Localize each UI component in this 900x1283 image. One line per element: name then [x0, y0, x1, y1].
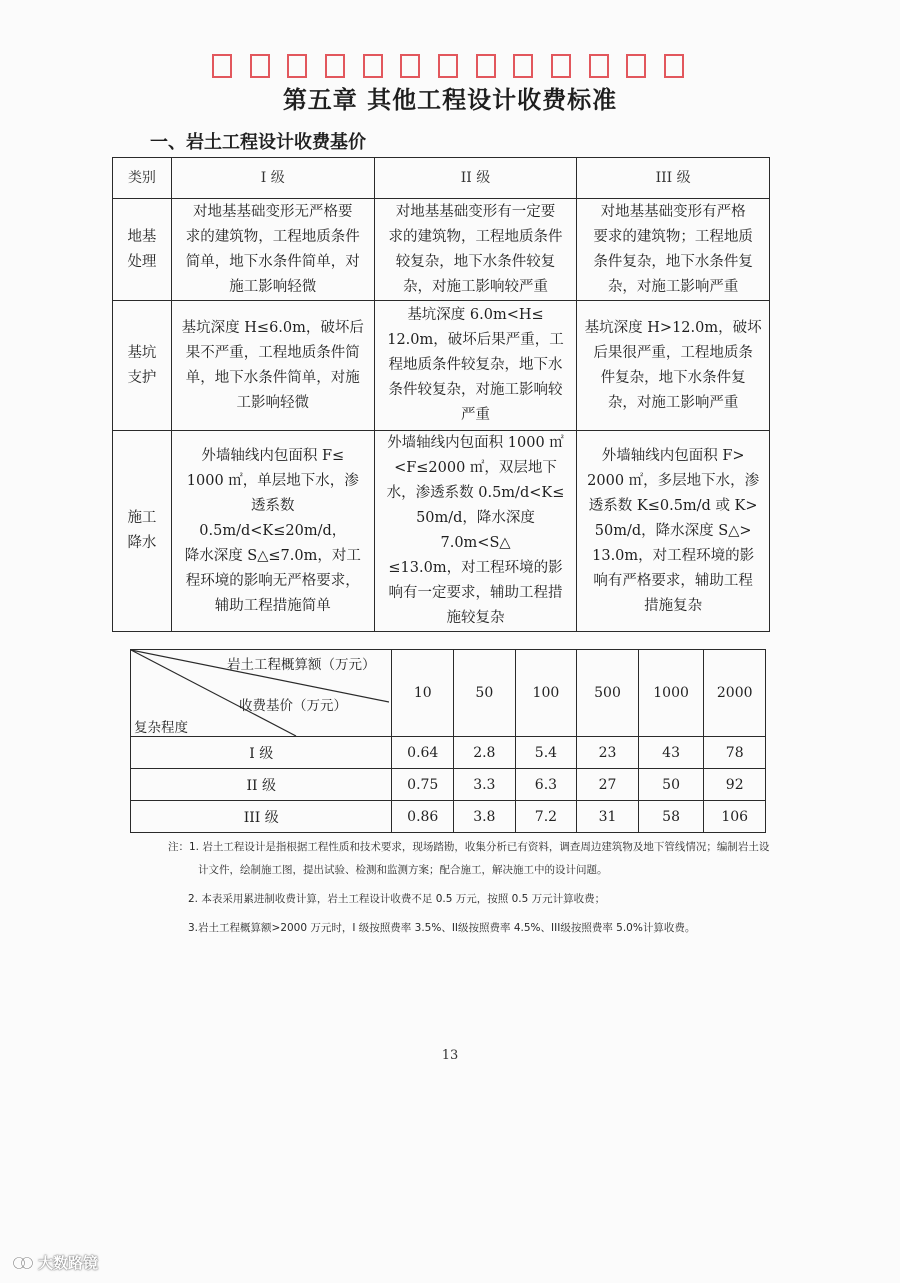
classification-header-row [113, 158, 770, 199]
grade1-cell: 外墙轴线内包面积 F≤ 1000 ㎡，单层地下水，渗 透系数 0.5m/d<K≤20m/d， 降水深度 S△≤7.0m，对工 程环境的影响无严格要求， 辅助工程措施简单 [171, 431, 374, 632]
grade2-cell: 基坑深度 6.0m<H≤ 12.0m，破坏后果严重，工 程地质条件较复杂，地下水 条件较复杂，对施工影响较 严重 [374, 301, 577, 431]
header-box [438, 54, 458, 78]
header-box [664, 54, 684, 78]
amount-cell: 100 [515, 650, 577, 737]
grade3-cell: 外墙轴线内包面积 F> 2000 ㎡，多层地下水，渗 透系数 K≤0.5m/d 或 K> 50m/d，降水深度 S△> 13.0m，对工程环境的影 响有严格要求，辅助工程 措施复杂 [577, 431, 770, 632]
diagonal-header-cell [131, 650, 392, 737]
header-box [626, 54, 646, 78]
fee-row-grade-1 [131, 737, 766, 769]
header-box [476, 54, 496, 78]
classification-table [112, 157, 770, 632]
fee-value: 23 [577, 737, 639, 769]
fee-value: 106 [704, 801, 766, 833]
fee-value: 43 [638, 737, 704, 769]
header-box-row [212, 54, 684, 80]
header-amount-label: 岩土工程概算额（万元） [226, 657, 376, 673]
chapter-title: 第五章 其他工程设计收费标准 [282, 86, 618, 114]
header-fee-label: 收费基价（万元） [239, 698, 347, 714]
grade1-cell: 基坑深度 H≤6.0m，破坏后 果不严重，工程地质条件简 单，地下水条件简单，对施 工影响轻微 [171, 301, 374, 431]
header-category: 类别 [113, 158, 172, 199]
grade-label: III 级 [131, 801, 392, 833]
grade1-cell: 对地基基础变形无严格要 求的建筑物，工程地质条件 简单，地下水条件简单，对 施工影响轻微 [171, 199, 374, 301]
header-box [325, 54, 345, 78]
fee-value: 2.8 [454, 737, 516, 769]
header-complexity-label: 复杂程度 [134, 720, 188, 736]
header-box [212, 54, 232, 78]
grade3-cell: 对地基基础变形有严格 要求的建筑物；工程地质 条件复杂，地下水条件复 杂，对施工影响严重 [577, 199, 770, 301]
header-box [513, 54, 533, 78]
amount-cell: 2000 [704, 650, 766, 737]
header-box [287, 54, 307, 78]
watermark-logo-icon [12, 1254, 34, 1272]
header-grade-1: I 级 [171, 158, 374, 199]
category-cell: 地基 处理 [113, 199, 172, 301]
header-box [363, 54, 383, 78]
header-box [400, 54, 420, 78]
amount-cell: 10 [392, 650, 454, 737]
notes-section [168, 836, 778, 946]
header-box [250, 54, 270, 78]
note-1: 注：1. 岩土工程设计是指根据工程性质和技术要求，现场踏勘，收集分析已有资料，调查周边建筑物及地下管线情况；编制岩土设计文件，绘制施工图，提出试验、检测和监测方案；配合施工，解决施工中的设计问题。 [168, 841, 770, 876]
grade-label: II 级 [131, 769, 392, 801]
amount-cell: 1000 [638, 650, 704, 737]
watermark-text: 大数路镜 [38, 1254, 99, 1272]
fee-value: 3.3 [454, 769, 516, 801]
amount-cell: 50 [454, 650, 516, 737]
fee-value: 3.8 [454, 801, 516, 833]
category-cell: 施工 降水 [113, 431, 172, 632]
page-number: 13 [441, 1048, 459, 1063]
header-box [551, 54, 571, 78]
fee-value: 0.86 [392, 801, 454, 833]
fee-header-row [131, 650, 766, 737]
header-grade-3: III 级 [577, 158, 770, 199]
fee-value: 5.4 [515, 737, 577, 769]
header-grade-2: II 级 [374, 158, 577, 199]
fee-row-grade-2 [131, 769, 766, 801]
fee-row-grade-3 [131, 801, 766, 833]
fee-value: 50 [638, 769, 704, 801]
row-dewatering [113, 431, 770, 632]
note-3: 3.岩土工程概算额>2000 万元时，I 级按照费率 3.5%、II级按照费率 4.5%、III级按照费率 5.0%计算收费。 [188, 922, 696, 934]
fee-value: 92 [704, 769, 766, 801]
row-pit-support [113, 301, 770, 431]
fee-value: 58 [638, 801, 704, 833]
section-title: 一、岩土工程设计收费基价 [150, 132, 366, 153]
amount-cell: 500 [577, 650, 639, 737]
fee-value: 7.2 [515, 801, 577, 833]
note-2: 2. 本表采用累进制收费计算，岩土工程设计收费不足 0.5 万元，按照 0.5 万元计算收费； [188, 893, 606, 905]
row-foundation [113, 199, 770, 301]
watermark [12, 1252, 98, 1273]
grade2-cell: 对地基基础变形有一定要 求的建筑物，工程地质条件 较复杂，地下水条件较复 杂，对施工影响较严重 [374, 199, 577, 301]
fee-value: 6.3 [515, 769, 577, 801]
grade-label: I 级 [131, 737, 392, 769]
fee-value: 0.64 [392, 737, 454, 769]
fee-value: 31 [577, 801, 639, 833]
category-cell: 基坑 支护 [113, 301, 172, 431]
header-box [589, 54, 609, 78]
fee-value: 78 [704, 737, 766, 769]
fee-table [130, 649, 766, 833]
fee-value: 27 [577, 769, 639, 801]
fee-value: 0.75 [392, 769, 454, 801]
grade2-cell: 外墙轴线内包面积 1000 ㎡ <F≤2000 ㎡，双层地下 水，渗透系数 0.5m/d<K≤ 50m/d，降水深度 7.0m<S△ ≤13.0m，对工程环境的影 响有一定要求，辅助工程措 施较复杂 [374, 431, 577, 632]
grade3-cell: 基坑深度 H>12.0m，破坏 后果很严重，工程地质条 件复杂，地下水条件复 杂，对施工影响严重 [577, 301, 770, 431]
